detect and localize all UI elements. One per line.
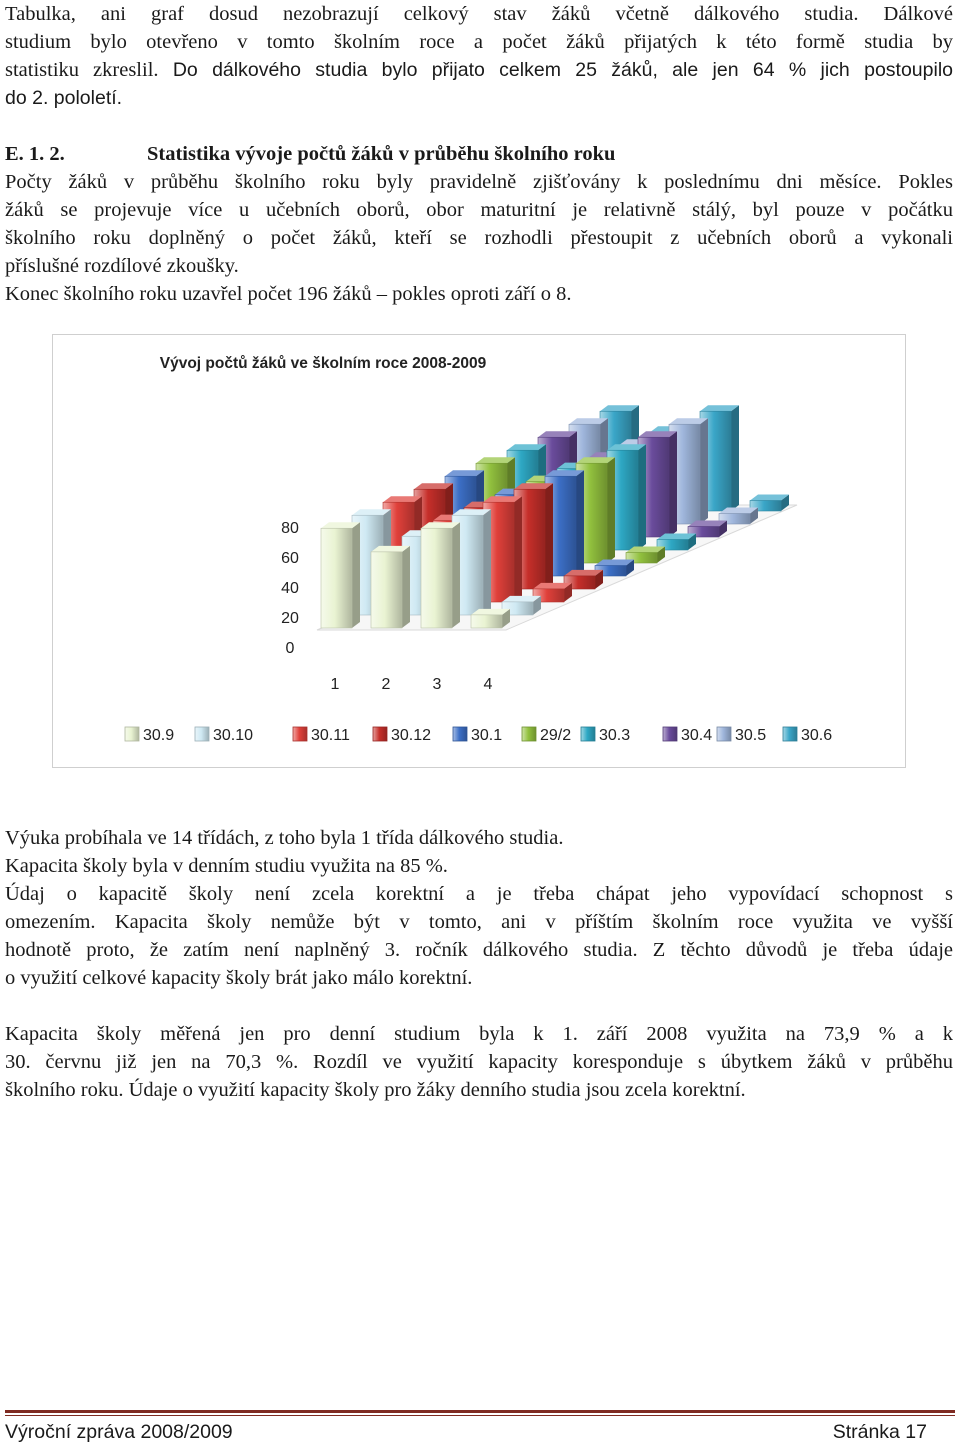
chart-x-ticks [331, 676, 493, 693]
legend-item [453, 727, 502, 744]
bar [421, 522, 460, 628]
bar-side [607, 457, 615, 563]
legend-swatch [125, 727, 139, 741]
capacity-line-6: o využití celkové kapacity školy brát jako málo korektní. [5, 967, 473, 989]
x-tick-label: 2 [381, 676, 391, 693]
legend-swatch [581, 727, 595, 741]
legend-item [125, 727, 174, 744]
legend-swatch [195, 727, 209, 741]
capacity-line-1: Výuka probíhala ve 14 třídách, z toho byla 1 třída dálkového studia. [5, 827, 564, 849]
y-tick-label: 80 [281, 520, 299, 537]
section-line-1b: Pokles [881, 171, 953, 193]
intro-line-1: Tabulka, ani graf dosud nezobrazují celkový stav žáků včetně dálkového studia. Dálkové [5, 3, 953, 25]
y-tick-label: 60 [281, 550, 299, 567]
chart-legend [125, 727, 832, 744]
bar-side [452, 522, 460, 628]
section-line-5: Konec školního roku uzavřel počet 196 žáků – pokles oproti září o 8. [5, 283, 572, 305]
capacity-line-2: Kapacita školy byla v denním studiu využita na 85 %. [5, 855, 448, 877]
intro-line-2: studium bylo otevřeno v tomto školním roce a počet žáků přijatých k této formě studia by [5, 31, 953, 53]
footer-rule-thick [5, 1410, 955, 1413]
legend-label: 30.11 [311, 727, 350, 744]
final-line-2: 30. červnu již jen na 70,3 %. Rozdíl ve využití kapacity koresponduje s úbytkem žáků v průběhu [5, 1051, 953, 1073]
bar-side [638, 444, 646, 550]
section-line-2: žáků se projevuje více u učebních oborů, obor maturitní je relativně stálý, byl pouze v počátku [5, 199, 953, 221]
legend-item [195, 727, 253, 744]
legend-label: 29/2 [540, 727, 572, 744]
legend-label: 30.5 [735, 727, 767, 744]
section-number: E. 1. 2. [5, 143, 65, 165]
section-line-1a: Počty žáků v průběhu školního roku byly pravidelně zjišťovány k poslednímu dni měsíce. [5, 171, 882, 193]
x-tick-label: 4 [483, 676, 493, 693]
chart-svg [53, 335, 905, 767]
intro-line-3b: Do dálkového studia bylo přijato celkem 25 žáků, ale jen 64 % jich postoupilo [158, 59, 953, 81]
intro-paragraph [5, 0, 953, 112]
legend-swatch [717, 727, 731, 741]
bar-side [514, 496, 522, 602]
capacity-paragraph [5, 824, 953, 992]
final-line-3: školního roku. Údaje o využití kapacity školy pro žáky denního studia jsou zcela korektní. [5, 1079, 746, 1101]
bar-front [371, 552, 402, 628]
chart-bars [321, 405, 789, 628]
bar-side [576, 470, 584, 576]
intro-line-3a: statistiku zkreslil. [5, 59, 159, 81]
legend-label: 30.1 [471, 727, 503, 744]
legend-label: 30.10 [213, 727, 254, 744]
section-title: Statistika vývoje počtů žáků v průběhu školního roku [147, 143, 616, 165]
legend-label: 30.9 [143, 727, 175, 744]
final-paragraph [5, 1020, 953, 1104]
section-line-3: školního roku doplněný o počet žáků, kteří se rozhodli přestoupit z učebních oborů a vykonali [5, 227, 953, 249]
bar-side [731, 405, 739, 511]
chart-title: Vývoj počtů žáků ve školním roce 2008-2009 [159, 355, 487, 372]
legend-swatch [293, 727, 307, 741]
legend-item [373, 727, 431, 744]
section-line-4: příslušné rozdílové zkoušky. [5, 255, 239, 277]
intro-line-4: do 2. pololetí. [5, 87, 123, 109]
final-line-1: Kapacita školy měřená jen pro denní studium byla k 1. září 2008 využita na 73,9 % a k [5, 1023, 953, 1045]
section-paragraph [5, 168, 953, 308]
bar-front [471, 615, 502, 628]
bar-side [545, 483, 553, 589]
legend-item [522, 727, 571, 744]
capacity-line-3: Údaj o kapacitě školy není zcela korektní a je třeba chápat jeho vypovídací schopnost s [5, 883, 953, 905]
legend-label: 30.4 [681, 727, 713, 744]
x-tick-label: 3 [432, 676, 442, 693]
bar-side [669, 431, 677, 537]
y-tick-label: 40 [281, 580, 299, 597]
section-line-1 [5, 168, 953, 196]
bar [471, 609, 510, 628]
bar-side [402, 546, 410, 628]
bar [321, 522, 360, 628]
y-tick-label: 20 [281, 610, 299, 627]
bar-front [321, 528, 352, 628]
legend-item [717, 727, 766, 744]
legend-label: 30.12 [391, 727, 432, 744]
bar-side [700, 418, 708, 524]
chart-y-ticks [281, 520, 299, 657]
chart-frame [52, 334, 906, 768]
footer-rule-thin [5, 1415, 955, 1416]
x-tick-label: 1 [330, 676, 340, 693]
intro-line-3 [5, 56, 953, 84]
legend-swatch [522, 727, 536, 741]
legend-item [293, 727, 350, 744]
legend-label: 30.6 [801, 727, 833, 744]
page-footer [5, 1419, 953, 1445]
legend-item [783, 727, 832, 744]
capacity-line-4: omezením. Kapacita školy nemůže být v tomto, ani v příštím školním roce využita ve vyšší [5, 911, 953, 933]
legend-item [663, 727, 712, 744]
legend-label: 30.3 [599, 727, 631, 744]
legend-swatch [663, 727, 677, 741]
footer-title: Výroční zpráva 2008/2009 [5, 1421, 233, 1443]
legend-swatch [373, 727, 387, 741]
legend-item [581, 727, 630, 744]
y-tick-label: 0 [285, 640, 295, 657]
bar-side [352, 522, 360, 628]
bar-side [483, 509, 491, 615]
bar [371, 546, 410, 628]
bar-front [421, 528, 452, 628]
capacity-line-5: hodnotě proto, že zatím není naplněný 3. ročník dálkového studia. Z těchto důvodů je třeba údaje [5, 939, 953, 961]
page-number: Stránka 17 [832, 1421, 927, 1443]
legend-swatch [783, 727, 797, 741]
legend-swatch [453, 727, 467, 741]
section-heading [5, 140, 953, 168]
